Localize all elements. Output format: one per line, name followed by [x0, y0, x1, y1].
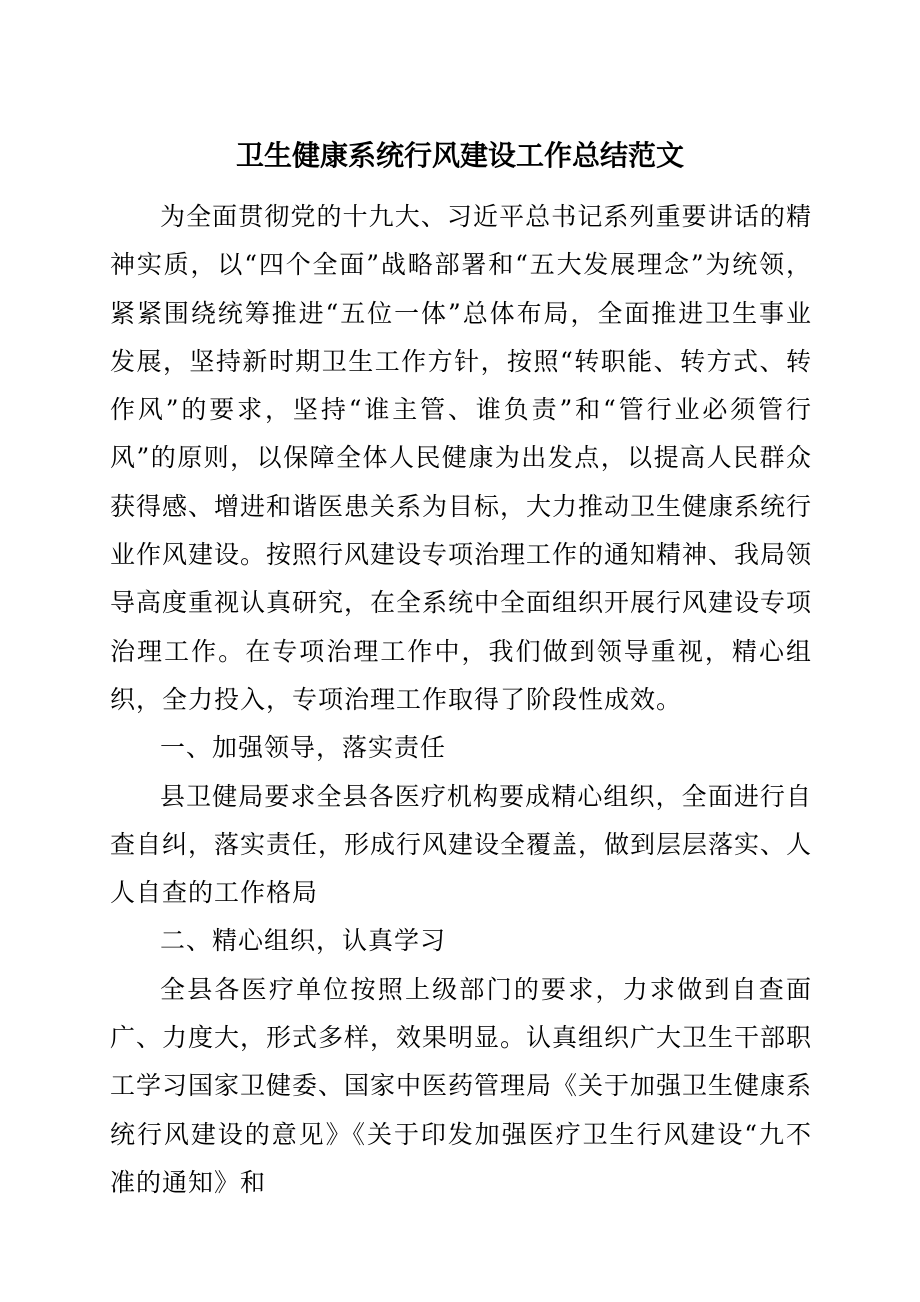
- section-heading-2: 二、精心组织，认真学习: [160, 926, 447, 956]
- document-title: 卫生健康系统行风建设工作总结范文: [235, 139, 684, 172]
- section-paragraph-1: 县卫健局要求全县各医疗机构要成精心组织，全面进行自查自纠，落实责任，形成行风建设全覆盖，做到层层落实、人人自查的工作格局: [110, 781, 813, 908]
- intro-paragraph: 为全面贯彻党的十九大、习近平总书记系列重要讲话的精神实质，以“四个全面”战略部署和“五大发展理念”为统领，紧紧围绕统筹推进“五位一体”总体布局，全面推进卫生事业发展，坚持新时期卫生工作方针，按照“转职能、转方式、转作风”的要求，坚持“谁主管、谁负责”和“管行业必须管行风”的原则，以保障全体人民健康为出发点，以提高人民群众获得感、增进和谐医患关系为目标，大力推动卫生健康系统行业作风建设。按照行风建设专项治理工作的通知精神、我局领导高度重视认真研究，在全系统中全面组织开展行风建设专项治理工作。在专项治理工作中，我们做到领导重视，精心组织，全力投入，专项治理工作取得了阶段性成效。: [110, 202, 813, 714]
- document-body: [110, 193, 812, 1207]
- section-heading-1: 一、加强领导，落实责任: [160, 733, 447, 763]
- section-paragraph-2: 全县各医疗单位按照上级部门的要求，力求做到自查面广、力度大，形式多样，效果明显。认真组织广大卫生干部职工学习国家卫健委、国家中医药管理局《关于加强卫生健康系统行风建设的意见》《关于印发加强医疗卫生行风建设“九不准的通知》和: [110, 974, 813, 1197]
